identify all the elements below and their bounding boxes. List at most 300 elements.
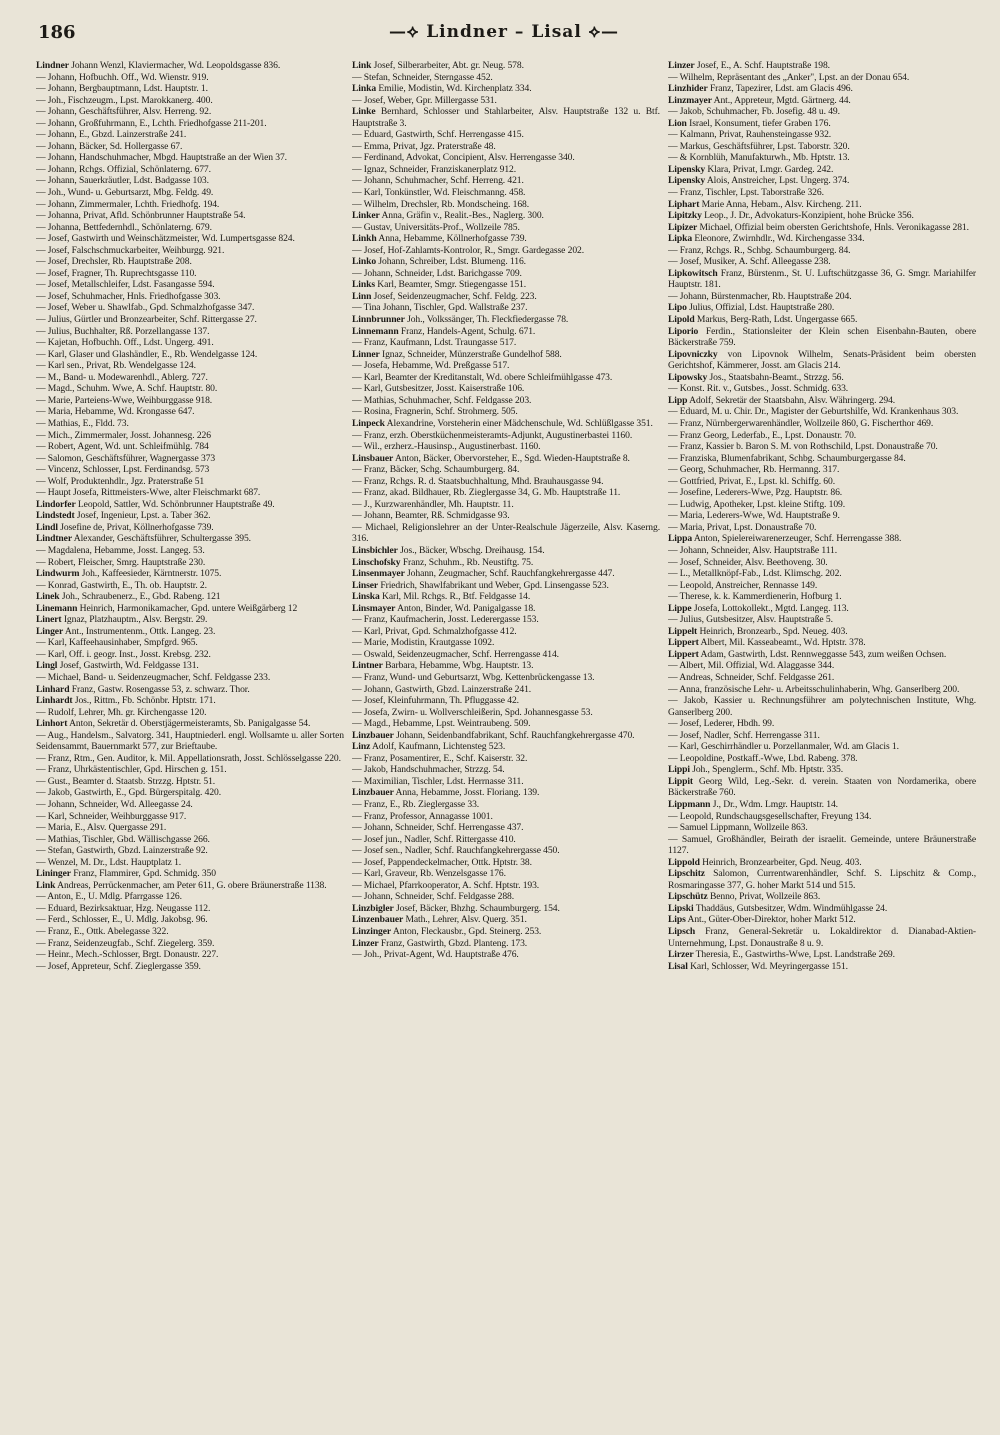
directory-entry xyxy=(352,730,660,742)
entry-surname: Lirzer xyxy=(668,949,694,961)
directory-entry xyxy=(668,152,976,164)
entry-text: — Georg, Schuhmacher, Rb. Hermanng. 317. xyxy=(668,464,840,476)
entry-text: Friedrich, Shawlfabrikant und Weber, Gpd. Linsengasse 523. xyxy=(380,579,609,591)
entry-text: — Karl, Gutsbesitzer, Josst. Kaiserstraße 106. xyxy=(352,383,525,395)
entry-surname: Lipka xyxy=(668,233,693,245)
entry-text: Georg Wild, Leg.-Sekr. d. verein. Staaten von Nordamerika, obere Bäckerstraße 760. xyxy=(668,775,976,799)
directory-entry xyxy=(352,406,660,418)
directory-entry xyxy=(352,764,660,776)
directory-entry xyxy=(668,430,976,442)
entry-text: — M., Band- u. Modewarenhdl., Ablerg. 727. xyxy=(36,371,208,383)
directory-entry xyxy=(352,799,660,811)
directory-entry xyxy=(668,857,976,869)
entry-text: — L., Metallknöpf-Fab., Ldst. Klimschg. 202. xyxy=(668,568,842,580)
entry-text: — Franz, Rchgs. R., Schbg. Schaumburgerg. 84. xyxy=(668,244,851,256)
entry-text: Jos., Bäcker, Wbschg. Dreihausg. 154. xyxy=(400,544,545,556)
directory-entry xyxy=(352,326,660,338)
directory-entry xyxy=(668,695,976,718)
directory-entry xyxy=(668,106,976,118)
entry-surname: Linker xyxy=(352,210,380,222)
directory-entry xyxy=(352,891,660,903)
entry-text: — Johann, Geschäftsführer, Alsv. Herreng. 92. xyxy=(36,106,212,118)
page-header xyxy=(38,20,970,44)
entry-surname: Lipold xyxy=(668,314,695,326)
entry-surname: Linpeck xyxy=(352,417,385,429)
directory-entry xyxy=(668,660,976,672)
directory-entry xyxy=(668,730,976,742)
directory-entry xyxy=(36,60,344,72)
entry-surname: Link xyxy=(352,60,372,71)
entry-text: Franz, General-Sekretär u. Lokaldirektor d. Dianabad-Aktien-Unternehmung, Lpst. Donaustraße 8 u. 9. xyxy=(668,926,976,949)
directory-entry xyxy=(36,430,344,442)
directory-entry xyxy=(352,210,660,222)
directory-entry xyxy=(36,568,344,580)
entry-text: — Jakob, Schuhmacher, Fb. Josefig. 48 u. 49. xyxy=(668,106,840,118)
directory-entry xyxy=(352,279,660,291)
entry-text: Josef, Ingenieur, Lpst. a. Taber 362. xyxy=(76,510,211,522)
directory-entry xyxy=(36,268,344,280)
entry-text: Heinrich, Harmonikamacher, Gpd. untere Weißgärberg 12 xyxy=(79,602,298,614)
directory-entry xyxy=(668,245,976,257)
entry-text: — & Kornblüh, Manufakturwh., Mb. Hptstr. 13. xyxy=(668,152,850,164)
page-number: 186 xyxy=(38,22,76,43)
entry-text: — Wenzel, M. Dr., Ldst. Hauptplatz 1. xyxy=(36,856,182,868)
directory-entry xyxy=(36,776,344,788)
entry-text: Heinrich, Bronzearbeiter, Gpd. Neug. 403. xyxy=(702,856,862,868)
directory-entry xyxy=(352,164,660,176)
entry-text: Franz, Tapezirer, Ldst. am Glacis 496. xyxy=(709,83,853,95)
entry-text: Anna, Hebamme, Josst. Floriang. 139. xyxy=(395,787,540,799)
directory-entry xyxy=(352,695,660,707)
entry-text: — Josef, Pappendeckelmacher, Ottk. Hptstr. 38. xyxy=(352,856,532,868)
directory-entry xyxy=(668,83,976,95)
directory-entry xyxy=(36,164,344,176)
directory-entry xyxy=(668,72,976,84)
entry-text: — Robert, Fleischer, Smrg. Hauptstraße 230. xyxy=(36,556,206,568)
directory-entry xyxy=(36,914,344,926)
entry-text: — Franz, Bäcker, Schg. Schaumburgerg. 84. xyxy=(352,464,520,476)
entry-surname: Linsbauer xyxy=(352,452,394,464)
entry-text: — Robert, Agent, Wd. unt. Schleifmühlg. 784 xyxy=(36,441,209,453)
directory-entry xyxy=(352,845,660,857)
entry-text: — Franz, Posamentirer, E., Schf. Kaiserstr. 32. xyxy=(352,752,528,764)
entry-surname: Linzbauer xyxy=(352,787,394,799)
entry-text: Math., Lehrer, Alsv. Querg. 351. xyxy=(405,914,527,926)
entry-text: — Karl, Privat, Gpd. Schmalzhofgasse 412. xyxy=(352,625,517,637)
entry-surname: Lipski xyxy=(668,902,694,914)
directory-entry xyxy=(352,672,660,684)
entry-surname: Linsenmayer xyxy=(352,568,405,580)
entry-surname: Linzenbauer xyxy=(352,914,404,926)
entry-text: — Josef, Hof-Zahlamts-Kontrolor, R., Smgr. Gardegasse 202. xyxy=(352,244,585,256)
directory-entry xyxy=(352,337,660,349)
entry-surname: Linke xyxy=(352,106,376,118)
entry-text: — Johanna, Privat, Afld. Schönbrunner Hauptstraße 54. xyxy=(36,210,246,222)
directory-entry xyxy=(668,268,976,291)
directory-entry xyxy=(36,141,344,153)
entry-surname: Linka xyxy=(352,83,377,95)
entry-text: — Josef, Nadler, Schf. Herrengasse 311. xyxy=(668,729,820,741)
entry-text: Ant., Güter-Ober-Direktor, hoher Markt 512. xyxy=(687,914,856,926)
directory-entry xyxy=(36,383,344,395)
entry-text: — Johann, E., Gbzd. Lainzerstraße 241. xyxy=(36,129,187,141)
entry-text: Heinrich, Bronzearb., Spd. Neueg. 403. xyxy=(699,625,848,637)
entry-text: — Julius, Buchhalter, Rß. Porzellangasse 137. xyxy=(36,325,210,337)
entry-text: — Johann, Bürstenmacher, Rb. Hauptstraße 204. xyxy=(668,290,852,302)
entry-text: — Julius, Gutsbesitzer, Alsv. Hauptstraße 5. xyxy=(668,614,833,626)
directory-entry xyxy=(36,233,344,245)
directory-entry xyxy=(36,245,344,257)
entry-surname: Linhard xyxy=(36,683,70,695)
entry-text: — Aug., Handelsm., Salvatorg. 341, Hauptniederl. engl. Wollsamte u. aller Sorten Seidensammt, Bauernmarkt 577, zur Brieftaube. xyxy=(36,729,344,753)
directory-entry xyxy=(352,360,660,372)
entry-text: Klara, Privat, Lmgr. Gardeg. 242. xyxy=(707,163,834,175)
entry-text: — Wil., erzherz.-Hausinsp., Augustinerbast. 1160. xyxy=(352,441,541,453)
entry-text: — Ferdinand, Advokat, Concipient, Alsv. Herrengasse 340. xyxy=(352,152,575,164)
directory-entry xyxy=(352,787,660,799)
entry-surname: Lippelt xyxy=(668,625,698,637)
entry-text: Karl, Beamter, Smgr. Stiegengasse 151. xyxy=(377,279,527,291)
entry-surname: Lippi xyxy=(668,764,690,776)
entry-text: — Franz, Kassier b. Baron S. M. von Rothschild, Lpst. Donaustraße 70. xyxy=(668,441,938,453)
entry-surname: Linemann xyxy=(36,602,78,614)
directory-entry xyxy=(352,83,660,95)
entry-text: — Anton, E., U. Mdlg. Pfarrgasse 126. xyxy=(36,891,182,903)
entry-text: — Johann, Beamter, Rß. Schmidgasse 93. xyxy=(352,510,510,522)
directory-entry xyxy=(668,568,976,580)
directory-entry xyxy=(36,961,344,973)
directory-entry xyxy=(36,938,344,950)
entry-text: — Franz, Uhrkästentischler, Gpd. Hirschen g. 151. xyxy=(36,764,227,776)
directory-entry xyxy=(36,949,344,961)
entry-text: Julius, Offizial, Ldst. Hauptstraße 280. xyxy=(689,302,835,314)
entry-text: — Gustav, Universitäts-Prof., Wollzeile 785. xyxy=(352,221,520,233)
entry-surname: Linnbrunner xyxy=(352,314,405,326)
directory-entry xyxy=(36,510,344,522)
directory-entry xyxy=(352,626,660,638)
entry-text: — Eduard, M. u. Chir. Dr., Magister der Geburtshilfe, Wd. Krankenhaus 303. xyxy=(668,406,959,418)
entry-text: — Johann, Schneider, Schf. Feldgasse 288. xyxy=(352,891,515,903)
entry-text: — Magd., Schuhm. Wwe, A. Schf. Hauptstr. 80. xyxy=(36,383,218,395)
directory-entry xyxy=(36,83,344,95)
entry-text: — Karl sen., Privat, Rb. Wendelgasse 124. xyxy=(36,360,196,372)
directory-entry xyxy=(668,868,976,891)
directory-entry xyxy=(36,210,344,222)
directory-entry xyxy=(352,152,660,164)
directory-entry xyxy=(668,187,976,199)
directory-entry xyxy=(668,499,976,511)
entry-text: — Josef jun., Nadler, Schf. Rittergasse 410. xyxy=(352,833,516,845)
entry-surname: Linner xyxy=(352,348,380,360)
directory-entry xyxy=(36,880,344,892)
entry-surname: Lipschütz xyxy=(668,891,708,903)
directory-entry xyxy=(36,845,344,857)
entry-text: Franz, Handels-Agent, Schulg. 671. xyxy=(400,325,536,337)
directory-entry xyxy=(36,926,344,938)
directory-entry xyxy=(352,314,660,326)
directory-entry xyxy=(352,395,660,407)
entry-text: Anton, Sekretär d. Oberstjägermeisteramts, Sb. Panigalgasse 54. xyxy=(69,718,311,730)
directory-entry xyxy=(668,603,976,615)
directory-entry xyxy=(668,626,976,638)
directory-entry xyxy=(36,453,344,465)
directory-entry xyxy=(36,222,344,234)
directory-entry xyxy=(668,302,976,314)
directory-entry xyxy=(352,499,660,511)
entry-text: Emilie, Modistin, Wd. Kirchenplatz 334. xyxy=(378,83,532,95)
entry-text: — Karl, Tonkünstler, Wd. Fleischmanng. 458. xyxy=(352,187,526,199)
entry-surname: Linzinger xyxy=(352,926,392,938)
directory-entry xyxy=(668,614,976,626)
directory-entry xyxy=(668,753,976,765)
entry-text: — Ludwig, Apotheker, Lpst. kleine Stiftg. 109. xyxy=(668,498,846,510)
directory-entry xyxy=(352,880,660,892)
directory-entry xyxy=(668,891,976,903)
entry-text: — Heinr., Mech.-Schlosser, Brgt. Donaustr. 227. xyxy=(36,949,219,961)
entry-text: — Maria, Privat, Lpst. Donaustraße 70. xyxy=(668,521,817,533)
directory-entry xyxy=(36,891,344,903)
entry-text: — Haupt Josefa, Rittmeisters-Wwe, alter Fleischmarkt 687. xyxy=(36,487,261,499)
entry-surname: Linzer xyxy=(668,60,695,71)
entry-surname: Linser xyxy=(352,579,379,591)
entry-text: — Eduard, Bezirksaktuar, Hzg. Neugasse 112. xyxy=(36,902,211,914)
entry-text: Karl, Schlosser, Wd. Meyringergasse 151. xyxy=(690,960,848,972)
entry-text: Benno, Privat, Wollzeile 863. xyxy=(709,891,821,903)
directory-entry xyxy=(352,464,660,476)
directory-entry xyxy=(36,672,344,684)
entry-text: — Franz Georg, Lederfab., E., Lpst. Donaustr. 70. xyxy=(668,429,857,441)
directory-entry xyxy=(668,349,976,372)
entry-text: — Maria, Hebamme, Wd. Krongasse 647. xyxy=(36,406,195,418)
entry-text: — Andreas, Schneider, Schf. Feldgasse 261. xyxy=(668,671,835,683)
directory-entry xyxy=(668,903,976,915)
directory-entry xyxy=(668,383,976,395)
entry-text: — Jakob, Gastwirth, E., Gpd. Bürgerspitalg. 420. xyxy=(36,787,222,799)
directory-entry xyxy=(352,903,660,915)
entry-text: — Ignaz, Schneider, Franziskanerplatz 912. xyxy=(352,163,517,175)
directory-entry xyxy=(352,302,660,314)
entry-text: — Leopold, Anstreicher, Rennasse 149. xyxy=(668,579,818,591)
entry-text: Franz, Bürstenm., St. U. Luftschützgasse 36, G. Smgr. Mariahilfer Hauptstr. 181. xyxy=(668,267,976,291)
directory-entry xyxy=(352,129,660,141)
entry-text: Anton, Fleckausbr., Gpd. Steinerg. 253. xyxy=(392,926,542,938)
entry-text: Josef, E., A. Schf. Hauptstraße 198. xyxy=(696,60,830,71)
directory-entry xyxy=(36,372,344,384)
entry-text: — Tina Johann, Tischler, Gpd. Wallstraße 237. xyxy=(352,302,528,314)
entry-surname: Lippert xyxy=(668,648,699,660)
entry-text: Salomon, Currentwarenhändler, Schf. S. Lipschitz & Comp., Rosmaringasse 377, G. hoher Markt 514 und 515. xyxy=(668,868,976,891)
entry-surname: Lipensky xyxy=(668,175,706,187)
directory-entry xyxy=(668,522,976,534)
entry-text: — Stefan, Gastwirth, Gbzd. Lainzerstraße 92. xyxy=(36,845,208,857)
entry-text: — Franz, Kaufmacherin, Josst. Lederergasse 153. xyxy=(352,614,539,626)
directory-entry xyxy=(36,118,344,130)
entry-surname: Linko xyxy=(352,256,377,268)
directory-entry xyxy=(668,926,976,949)
directory-entry xyxy=(36,360,344,372)
entry-text: — Franz, Professor, Annagasse 1001. xyxy=(352,810,493,822)
entry-text: — Wilhelm, Drechsler, Rb. Mondscheing. 168. xyxy=(352,198,530,210)
entry-text: — Johann, Gastwirth, Gbzd. Lainzerstraße 241. xyxy=(352,683,532,695)
directory-entry xyxy=(36,476,344,488)
directory-entry xyxy=(352,175,660,187)
entry-text: Anna, Gräfin v., Realit.-Bes., Naglerg. 300. xyxy=(381,210,544,222)
entry-text: Barbara, Hebamme, Wbg. Hauptstr. 13. xyxy=(385,660,534,672)
entry-text: — Stefan, Schneider, Sterngasse 452. xyxy=(352,71,493,83)
directory-entry xyxy=(352,603,660,615)
entry-surname: Linzer xyxy=(352,937,379,949)
directory-entry xyxy=(668,199,976,211)
directory-entry xyxy=(668,949,976,961)
directory-entry xyxy=(36,199,344,211)
directory-entry xyxy=(36,822,344,834)
directory-entry xyxy=(352,857,660,869)
directory-entry xyxy=(36,487,344,499)
entry-text: — Franziska, Blumenfabrikant, Schbg. Schaumburgergasse 84. xyxy=(668,452,906,464)
entry-text: — Kalmann, Privat, Rauhensteingasse 932. xyxy=(668,129,832,141)
entry-text: Anton, Spielereiwarenerzeuger, Schf. Herrengasse 388. xyxy=(693,533,902,545)
directory-entry xyxy=(36,834,344,846)
entry-text: Franz, Schuhm., Rb. Neustiftg. 75. xyxy=(402,556,534,568)
entry-surname: Linzmayer xyxy=(668,94,712,106)
entry-text: — Franz, Rchgs. R. d. Staatsbuchhaltung, Mhd. Brauhausgasse 94. xyxy=(352,475,604,487)
entry-text: Theresia, E., Gastwirths-Wwe, Lpst. Landstraße 269. xyxy=(695,949,895,961)
directory-entry xyxy=(668,141,976,153)
entry-text: — Rosina, Fragnerin, Schf. Strohmerg. 505. xyxy=(352,406,518,418)
column-3 xyxy=(668,60,976,1425)
directory-entry xyxy=(36,314,344,326)
entry-text: — Maria, Lederers-Wwe, Wd. Hauptstraße 9. xyxy=(668,510,840,522)
directory-entry xyxy=(668,741,976,753)
entry-text: — Leopold, Rundschaugsgesellschafter, Freyung 134. xyxy=(668,810,872,822)
entry-surname: Lipo xyxy=(668,302,687,314)
entry-text: — Johann, Schneider, Alsv. Hauptstraße 111. xyxy=(668,544,838,556)
directory-entry xyxy=(668,637,976,649)
directory-entry xyxy=(668,129,976,141)
entry-text: — Johann, Schuhmacher, Schf. Herreng. 421. xyxy=(352,175,524,187)
entry-text: — Josefa, Zwirn- u. Wollverschleißerin, Spd. Johannesgasse 53. xyxy=(352,706,593,718)
entry-text: Albert, Mil. Kasseabeamt., Wd. Hptstr. 378. xyxy=(700,637,866,649)
entry-surname: Lipovniczky xyxy=(668,348,718,360)
directory-entry xyxy=(668,834,976,857)
directory-entry xyxy=(352,684,660,696)
entry-text: — Josef, Gastwirth und Weinschätzmeister, Wd. Lumpertsgasse 824. xyxy=(36,233,295,245)
directory-entry xyxy=(668,210,976,222)
entry-text: — Josefa, Hebamme, Wd. Preßgasse 517. xyxy=(352,360,510,372)
entry-text: Andreas, Perrückenmacher, am Peter 611, G. obere Bräunerstraße 1138. xyxy=(57,879,327,891)
directory-entry xyxy=(668,914,976,926)
entry-text: — J., Kurzwarenhändler, Mh. Hauptstr. 11. xyxy=(352,498,514,510)
entry-text: Israel, Konsument, tiefer Graben 176. xyxy=(689,117,831,129)
directory-entry xyxy=(36,95,344,107)
entry-surname: Lindner xyxy=(36,60,69,71)
directory-entry xyxy=(36,395,344,407)
directory-entry xyxy=(352,545,660,557)
entry-text: — Johann, Hofbuchh. Off., Wd. Wienstr. 919. xyxy=(36,71,209,83)
directory-entry xyxy=(668,395,976,407)
directory-entry xyxy=(352,222,660,234)
entry-text: — Marie, Modistin, Krautgasse 1092. xyxy=(352,637,495,649)
directory-entry xyxy=(352,418,660,430)
entry-text: — Franz, akad. Bildhauer, Rb. Zieglergasse 34, G. Mb. Hauptstraße 11. xyxy=(352,487,621,499)
directory-entry xyxy=(352,60,660,72)
entry-text: — Karl, Geschirrhändler u. Porzellanmaler, Wd. am Glacis 1. xyxy=(668,741,899,753)
entry-text: — Jakob, Kassier u. Rechnungsführer am polytechnischen Institute, Whg. Ganserlberg 200. xyxy=(668,695,976,718)
entry-surname: Linn xyxy=(352,290,372,302)
entry-text: — Gust., Beamter d. Staatsb. Strzzg. Hptstr. 51. xyxy=(36,775,216,787)
directory-entry xyxy=(36,637,344,649)
directory-entry xyxy=(668,776,976,799)
entry-text: — Josef, Weber u. Shawlfab., Gpd. Schmalzhofgasse 347. xyxy=(36,302,255,314)
directory-entry xyxy=(668,533,976,545)
entry-text: — Marie, Parteiens-Wwe, Weihburggasse 918. xyxy=(36,394,213,406)
directory-entry xyxy=(352,372,660,384)
directory-entry xyxy=(36,695,344,707)
directory-columns xyxy=(36,60,976,1425)
directory-entry xyxy=(36,187,344,199)
entry-text: — Franz, Wund- und Geburtsarzt, Wbg. Kettenbrückengasse 13. xyxy=(352,671,595,683)
entry-text: — Rudolf, Lehrer, Mh. gr. Kirchengasse 120. xyxy=(36,706,207,718)
entry-surname: Link xyxy=(36,879,56,891)
entry-text: — Markus, Geschäftsführer, Lpst. Taborstr. 320. xyxy=(668,140,850,152)
directory-entry xyxy=(352,741,660,753)
directory-entry xyxy=(352,522,660,545)
entry-text: Jos., Rittm., Fb. Schönbr. Hptstr. 171. xyxy=(74,695,216,707)
directory-entry xyxy=(668,314,976,326)
directory-entry xyxy=(36,72,344,84)
entry-surname: Lipp xyxy=(668,394,688,406)
entry-surname: Lippold xyxy=(668,856,700,868)
directory-entry xyxy=(668,961,976,973)
directory-entry xyxy=(668,811,976,823)
entry-text: — Josef, Musiker, A. Schf. Alleegasse 238. xyxy=(668,256,831,268)
entry-text: — Magdalena, Hebamme, Josst. Langeg. 53. xyxy=(36,544,205,556)
directory-entry xyxy=(352,256,660,268)
entry-text: — Ferd., Schlosser, E., U. Mdlg. Jakobsg. 96. xyxy=(36,914,208,926)
directory-entry xyxy=(352,72,660,84)
directory-entry xyxy=(352,614,660,626)
directory-entry xyxy=(668,672,976,684)
entry-text: — Joh., Fischzeugm., Lpst. Marokkanerg. 400. xyxy=(36,94,213,106)
entry-surname: Linzbigler xyxy=(352,902,394,914)
directory-entry xyxy=(668,718,976,730)
directory-entry xyxy=(668,175,976,187)
entry-text: — Karl, Glaser und Glashändler, E., Rb. Wendelgasse 124. xyxy=(36,348,258,360)
directory-entry xyxy=(668,545,976,557)
entry-text: — Michael, Pfarrkooperator, A. Schf. Hptstr. 193. xyxy=(352,879,540,891)
directory-entry xyxy=(36,660,344,672)
entry-text: — Josef, Lederer, Hbdh. 99. xyxy=(668,718,775,730)
entry-surname: Links xyxy=(352,279,375,291)
entry-surname: Lipowsky xyxy=(668,371,708,383)
directory-entry xyxy=(352,776,660,788)
entry-text: Joh., Spenglerm., Schf. Mb. Hptstr. 335. xyxy=(692,764,844,776)
entry-surname: Linhardt xyxy=(36,695,73,707)
directory-entry xyxy=(36,684,344,696)
entry-text: Josef, Bäcker, Bhzhg. Schaumburgerg. 154. xyxy=(395,902,560,914)
directory-entry xyxy=(36,614,344,626)
entry-surname: Lindtner xyxy=(36,533,72,545)
entry-text: — Samuel, Großhändler, Beirath der israelit. Gemeinde, untere Bräunerstraße 1127. xyxy=(668,833,976,857)
entry-surname: Linnemann xyxy=(352,325,399,337)
directory-entry xyxy=(352,487,660,499)
entry-surname: Lisal xyxy=(668,960,688,972)
entry-surname: Lipschitz xyxy=(668,868,705,880)
directory-entry xyxy=(668,326,976,349)
entry-text: — Karl, Graveur, Rb. Wenzelsgasse 176. xyxy=(352,868,506,880)
entry-text: — Michael, Band- u. Seidenzeugmacher, Schf. Feldgasse 233. xyxy=(36,671,271,683)
directory-entry xyxy=(352,233,660,245)
